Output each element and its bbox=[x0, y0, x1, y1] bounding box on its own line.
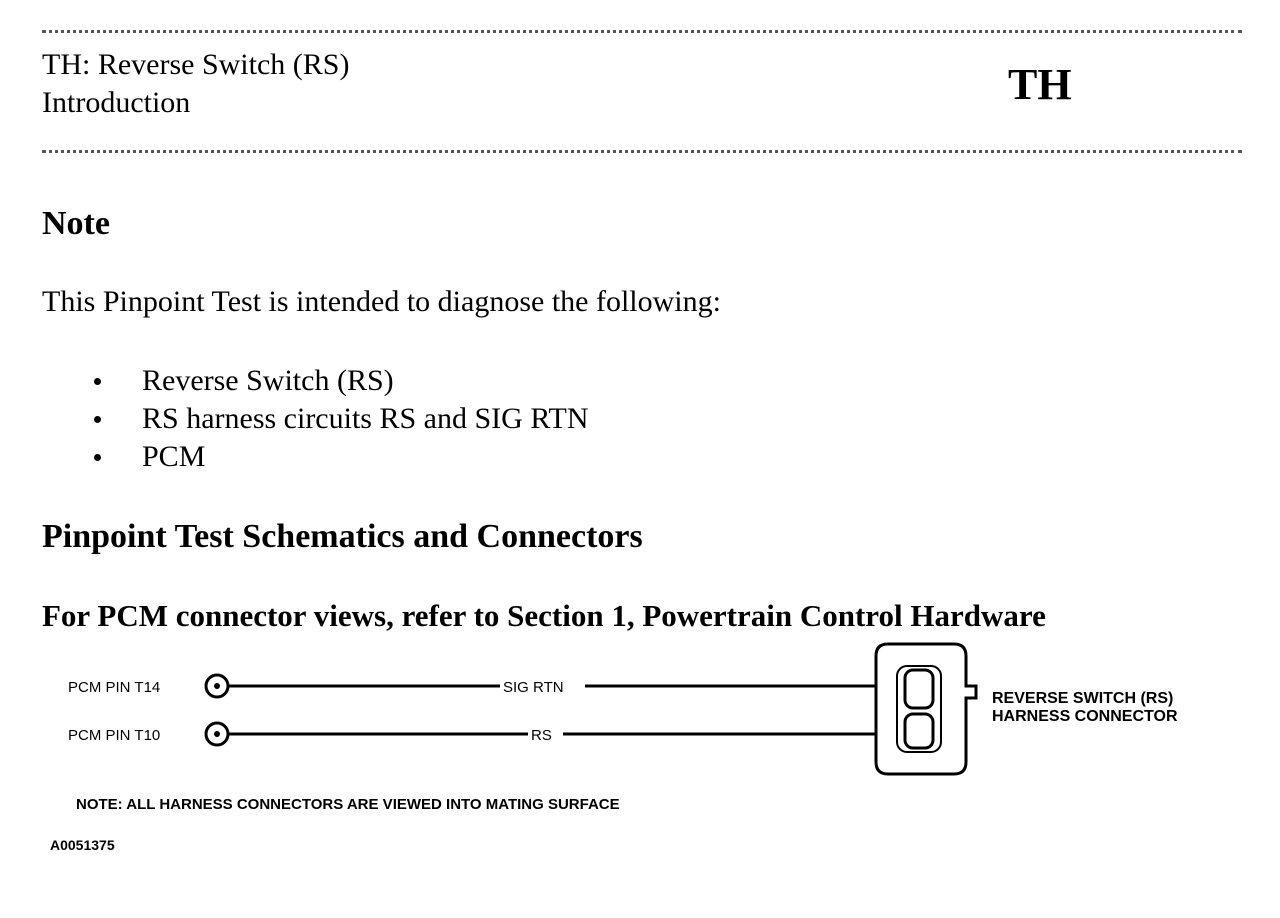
header-bottom-rule bbox=[42, 150, 1242, 153]
circuit-label: RS bbox=[531, 727, 552, 744]
pcm-pin-terminal-center-icon bbox=[214, 731, 220, 737]
pcm-pin-label: PCM PIN T10 bbox=[68, 727, 161, 744]
harness-connector-icon bbox=[876, 644, 976, 774]
wiring-diagram bbox=[0, 630, 1280, 870]
schematics-subheading: For PCM connector views, refer to Section 1, Powertrain Control Hardware bbox=[42, 598, 1046, 633]
bullet-icon bbox=[94, 454, 101, 461]
schematics-heading: Pinpoint Test Schematics and Connectors bbox=[42, 518, 643, 555]
diagnose-list bbox=[42, 362, 589, 476]
pcm-pin-terminal-center-icon bbox=[214, 683, 220, 689]
pcm-pin-label: PCM PIN T14 bbox=[68, 679, 161, 696]
list-item bbox=[42, 400, 589, 438]
connector-label-line2: HARNESS CONNECTOR bbox=[992, 708, 1178, 725]
bullet-icon bbox=[94, 378, 101, 385]
section-tag: TH bbox=[1008, 60, 1072, 109]
connector-label-line1: REVERSE SWITCH (RS) bbox=[992, 690, 1174, 707]
bullet-icon bbox=[94, 416, 101, 423]
page-title: TH: Reverse Switch (RS) bbox=[42, 48, 350, 81]
header-top-rule bbox=[42, 30, 1242, 33]
list-item bbox=[42, 362, 589, 400]
figure-id: A0051375 bbox=[50, 837, 115, 853]
page-subtitle: Introduction bbox=[42, 86, 191, 119]
list-item-text: Reverse Switch (RS) bbox=[142, 364, 394, 397]
list-item bbox=[42, 438, 589, 476]
diagram-footnote: NOTE: ALL HARNESS CONNECTORS ARE VIEWED INTO MATING SURFACE bbox=[76, 796, 620, 813]
list-item-text: PCM bbox=[142, 440, 206, 473]
note-heading: Note bbox=[42, 205, 110, 242]
note-intro: This Pinpoint Test is intended to diagnose the following: bbox=[42, 285, 721, 318]
list-item-text: RS harness circuits RS and SIG RTN bbox=[142, 402, 589, 435]
circuit-label: SIG RTN bbox=[503, 679, 564, 696]
